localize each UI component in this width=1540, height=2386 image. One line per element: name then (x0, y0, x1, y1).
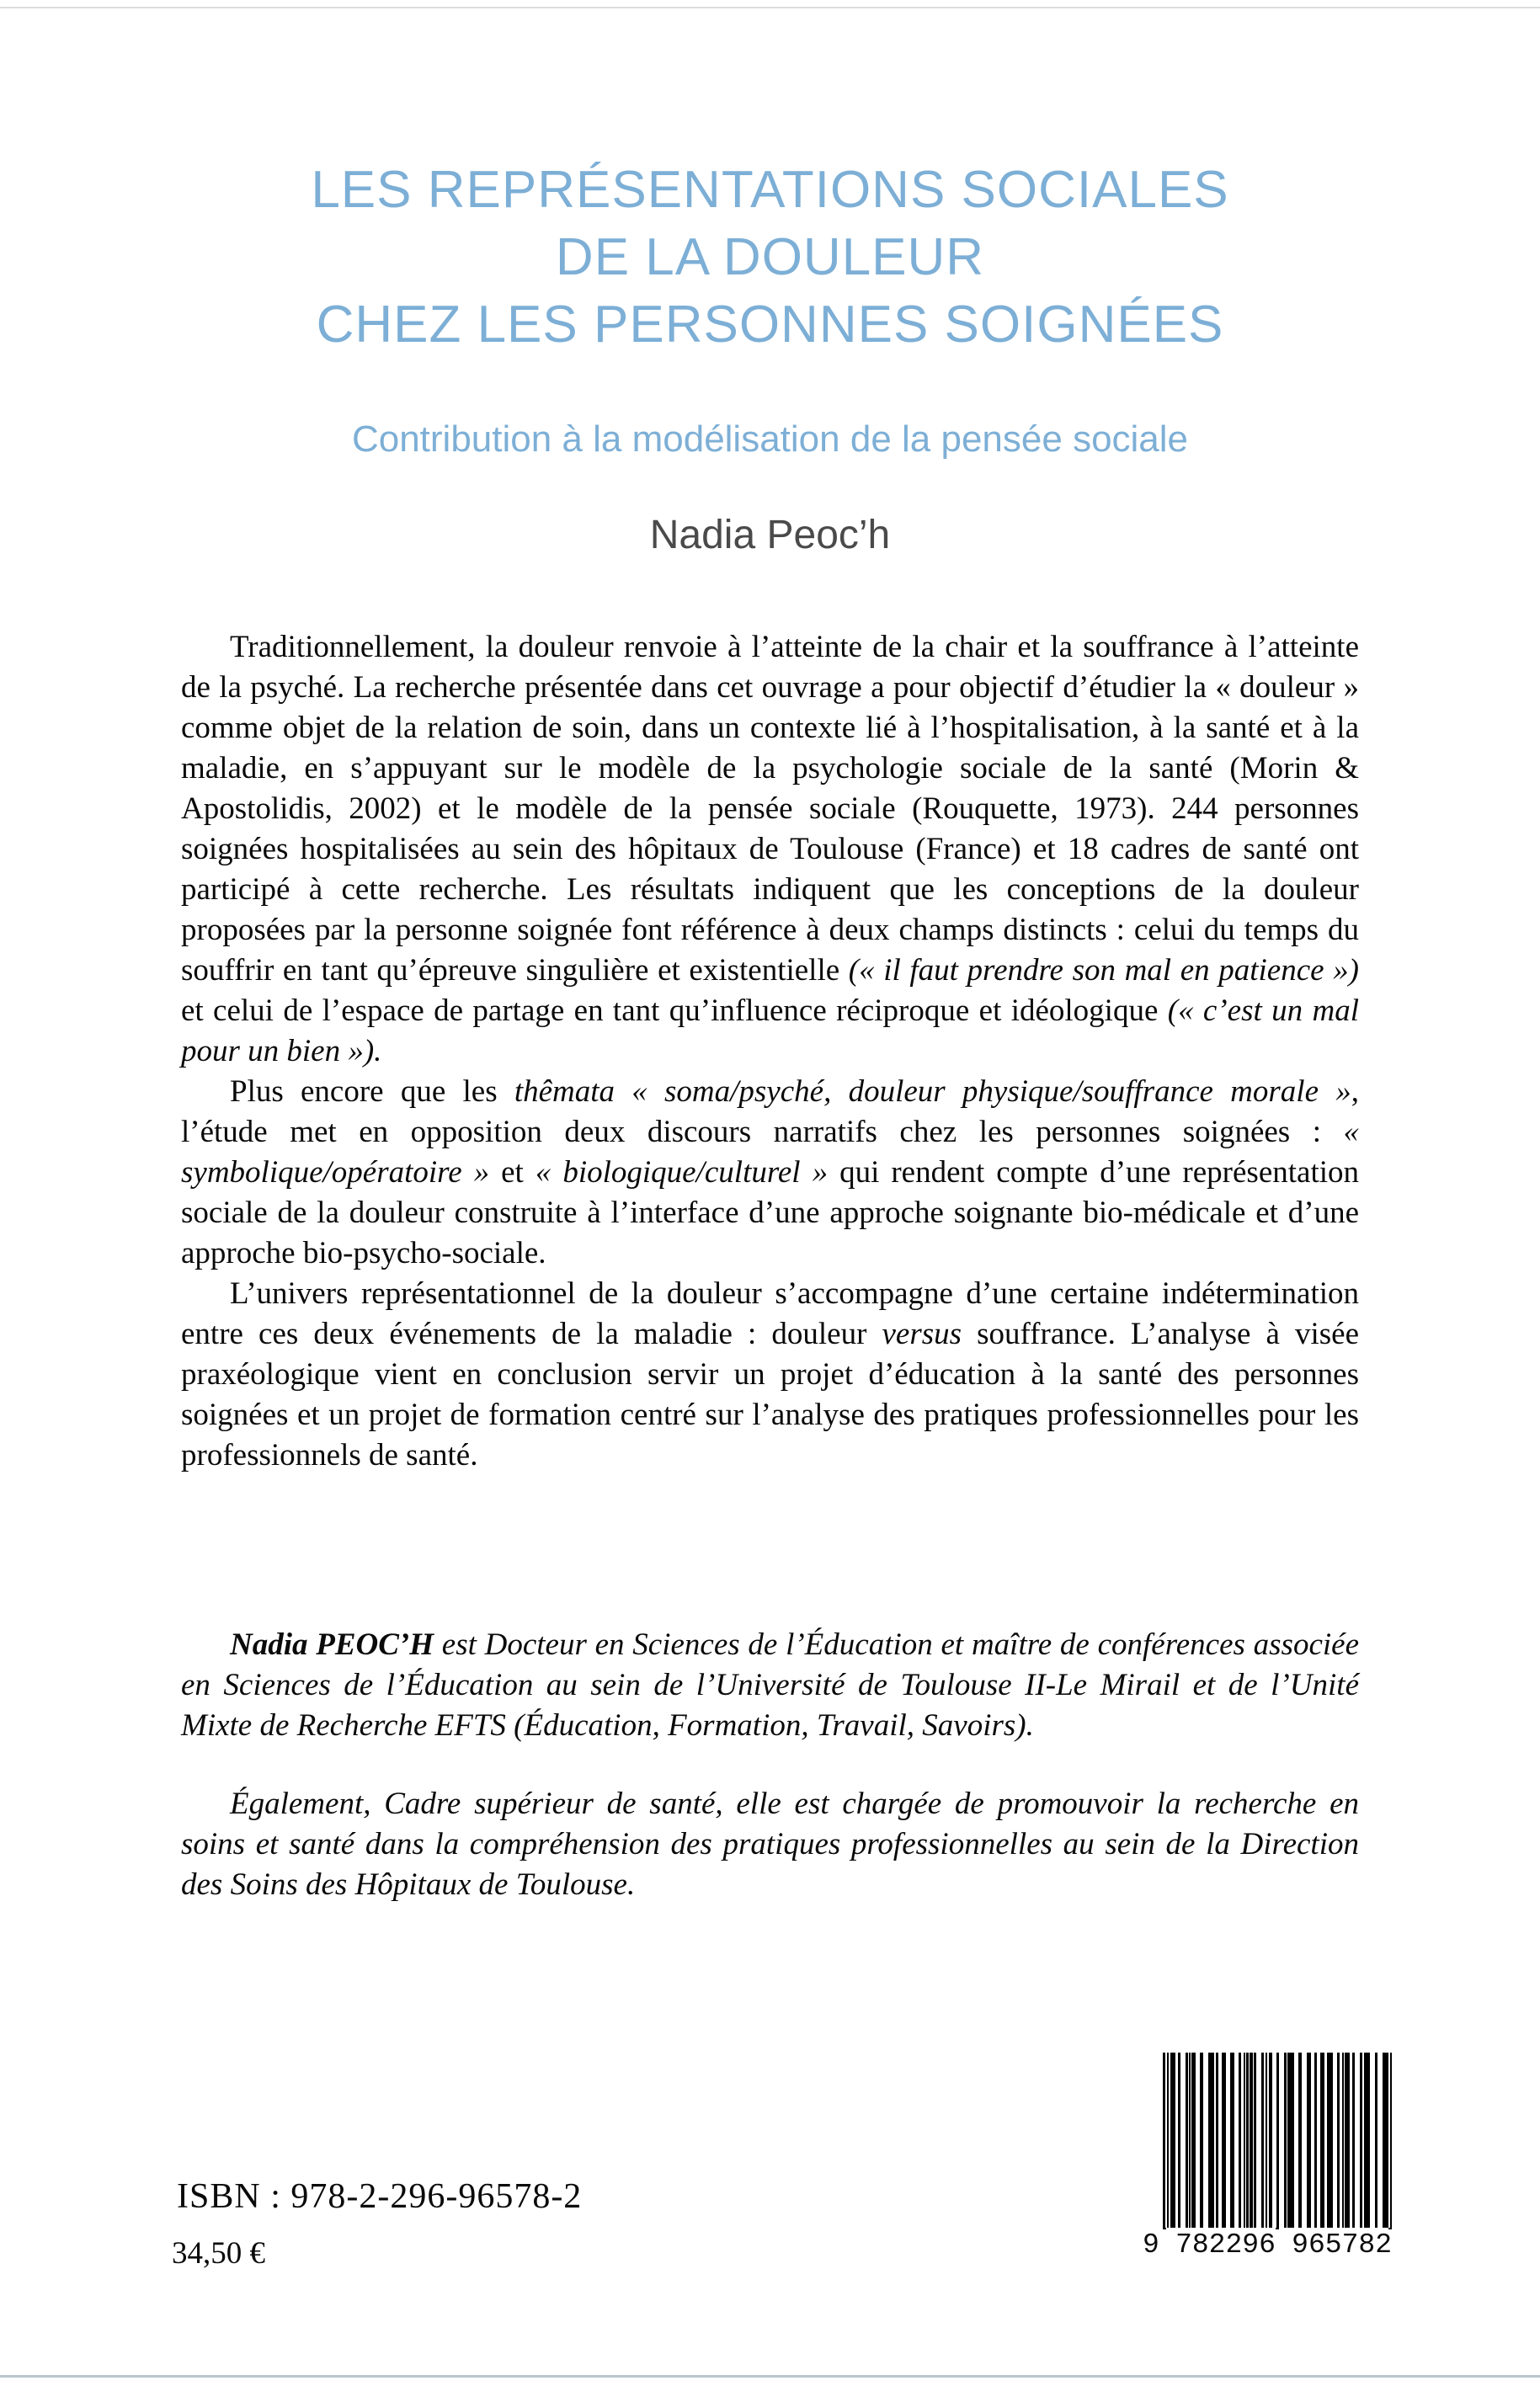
page-edge-line-top (0, 7, 1540, 8)
title-block (0, 157, 1540, 359)
text-run-italic: « symbolique/opératoire » (181, 1115, 1359, 1190)
text-run: , l’étude met en opposition deux discours narratifs chez les personnes soignées : (181, 1074, 1359, 1149)
abstract-section (181, 627, 1359, 1476)
text-run: Plus encore que les (230, 1074, 514, 1109)
barcode-bars (1163, 2053, 1392, 2228)
author-name: Nadia Peoc’h (649, 513, 891, 557)
text-run: qui rendent compte d’une représentation sociale de la douleur construite à l’interface d’une approche soignante bio-médicale et d’une approche bio-psycho-sociale. (181, 1155, 1360, 1270)
book-title (0, 157, 1540, 359)
barcode-digits (1143, 2229, 1392, 2261)
text-run: L’univers représentationnel de la douleur s’accompagne d’une certaine indétermination entre ces deux événements de la maladie : douleur (181, 1276, 1359, 1351)
bio-paragraph-1 (181, 1625, 1359, 1746)
author-bio-section (181, 1625, 1359, 1905)
text-run-italic: (« c’est un mal pour un bien »). (181, 993, 1359, 1068)
barcode (1143, 2053, 1392, 2261)
text-run-italic: « biologique/culturel » (535, 1155, 829, 1190)
text-run: et (489, 1155, 536, 1190)
bio-author-name: Nadia PEOC’H (230, 1627, 434, 1662)
barcode-digits-group-2: 965782 (1292, 2229, 1392, 2261)
abstract-paragraph-1 (181, 627, 1359, 1072)
text-run-italic: versus (882, 1317, 962, 1351)
book-title-line-3: CHEZ LES PERSONNES SOIGNÉES (316, 296, 1224, 354)
text-run: souffrance. L’analyse à visée praxéologique vient en conclusion servir un projet d’éducation à la santé des personnes soignées et un projet de formation centré sur l’analyse des pratiques professionnelles pour les professionnels de santé. (181, 1317, 1359, 1473)
text-run: est Docteur en Sciences de l’Éducation et maître de conférences associée en Sciences de l’Éducation au sein de l’Université de Toulouse II-Le Mirail et de l’Unité Mixte de Recherche EFTS (Éducation, Formation, Travail, Savoirs). (181, 1627, 1359, 1743)
barcode-digits-group-1: 782296 (1175, 2229, 1276, 2261)
barcode-digit-left: 9 (1143, 2229, 1159, 2261)
text-run-italic: thêmata « soma/psyché, douleur physique/souffrance morale » (514, 1074, 1351, 1109)
text-run: Traditionnellement, la douleur renvoie à l’atteinte de la chair et la souffrance à l’atteinte de la psyché. La recherche présentée dans cet ouvrage a pour objectif d’étudier la « douleur » comme objet de la relation de soin, dans un contexte lié à l’hospitalisation, à la santé et à la maladie, en s’appuyant sur le modèle de la psychologie sociale de la santé (Morin & Apostolidis, 2002) et le modèle de la pensée sociale (Rouquette, 1973). 244 personnes soignées hospitalisées au sein des hôpitaux de Toulouse (France) et 18 cadres de santé ont participé à cette recherche. Les résultats indiquent que les conceptions de la douleur proposées par la personne soignée font référence à deux champs distincts : celui du temps du souffrir en tant qu’épreuve singulière et existentielle (181, 630, 1359, 988)
abstract-paragraph-3 (181, 1274, 1359, 1476)
price-text: 34,50 € (172, 2236, 265, 2271)
isbn-text: ISBN : 978-2-296-96578-2 (177, 2177, 583, 2216)
book-title-line-2: DE LA DOULEUR (555, 228, 985, 286)
abstract-paragraph-2 (181, 1072, 1359, 1274)
bio-paragraph-2: Également, Cadre supérieur de santé, elle est chargée de promouvoir la recherche en soins et santé dans la compréhension des pratiques professionnelles au sein de la Direction des Soins des Hôpitaux de Toulouse. (181, 1787, 1359, 1902)
text-run: et celui de l’espace de partage en tant qu’influence réciproque et idéologique (181, 993, 1168, 1028)
page-edge-line-bottom (0, 2375, 1540, 2378)
book-title-line-1: LES REPRÉSENTATIONS SOCIALES (311, 161, 1229, 219)
text-run-italic: (« il faut prendre son mal en patience ») (848, 953, 1359, 988)
book-subtitle: Contribution à la modélisation de la pensée sociale (351, 418, 1189, 460)
